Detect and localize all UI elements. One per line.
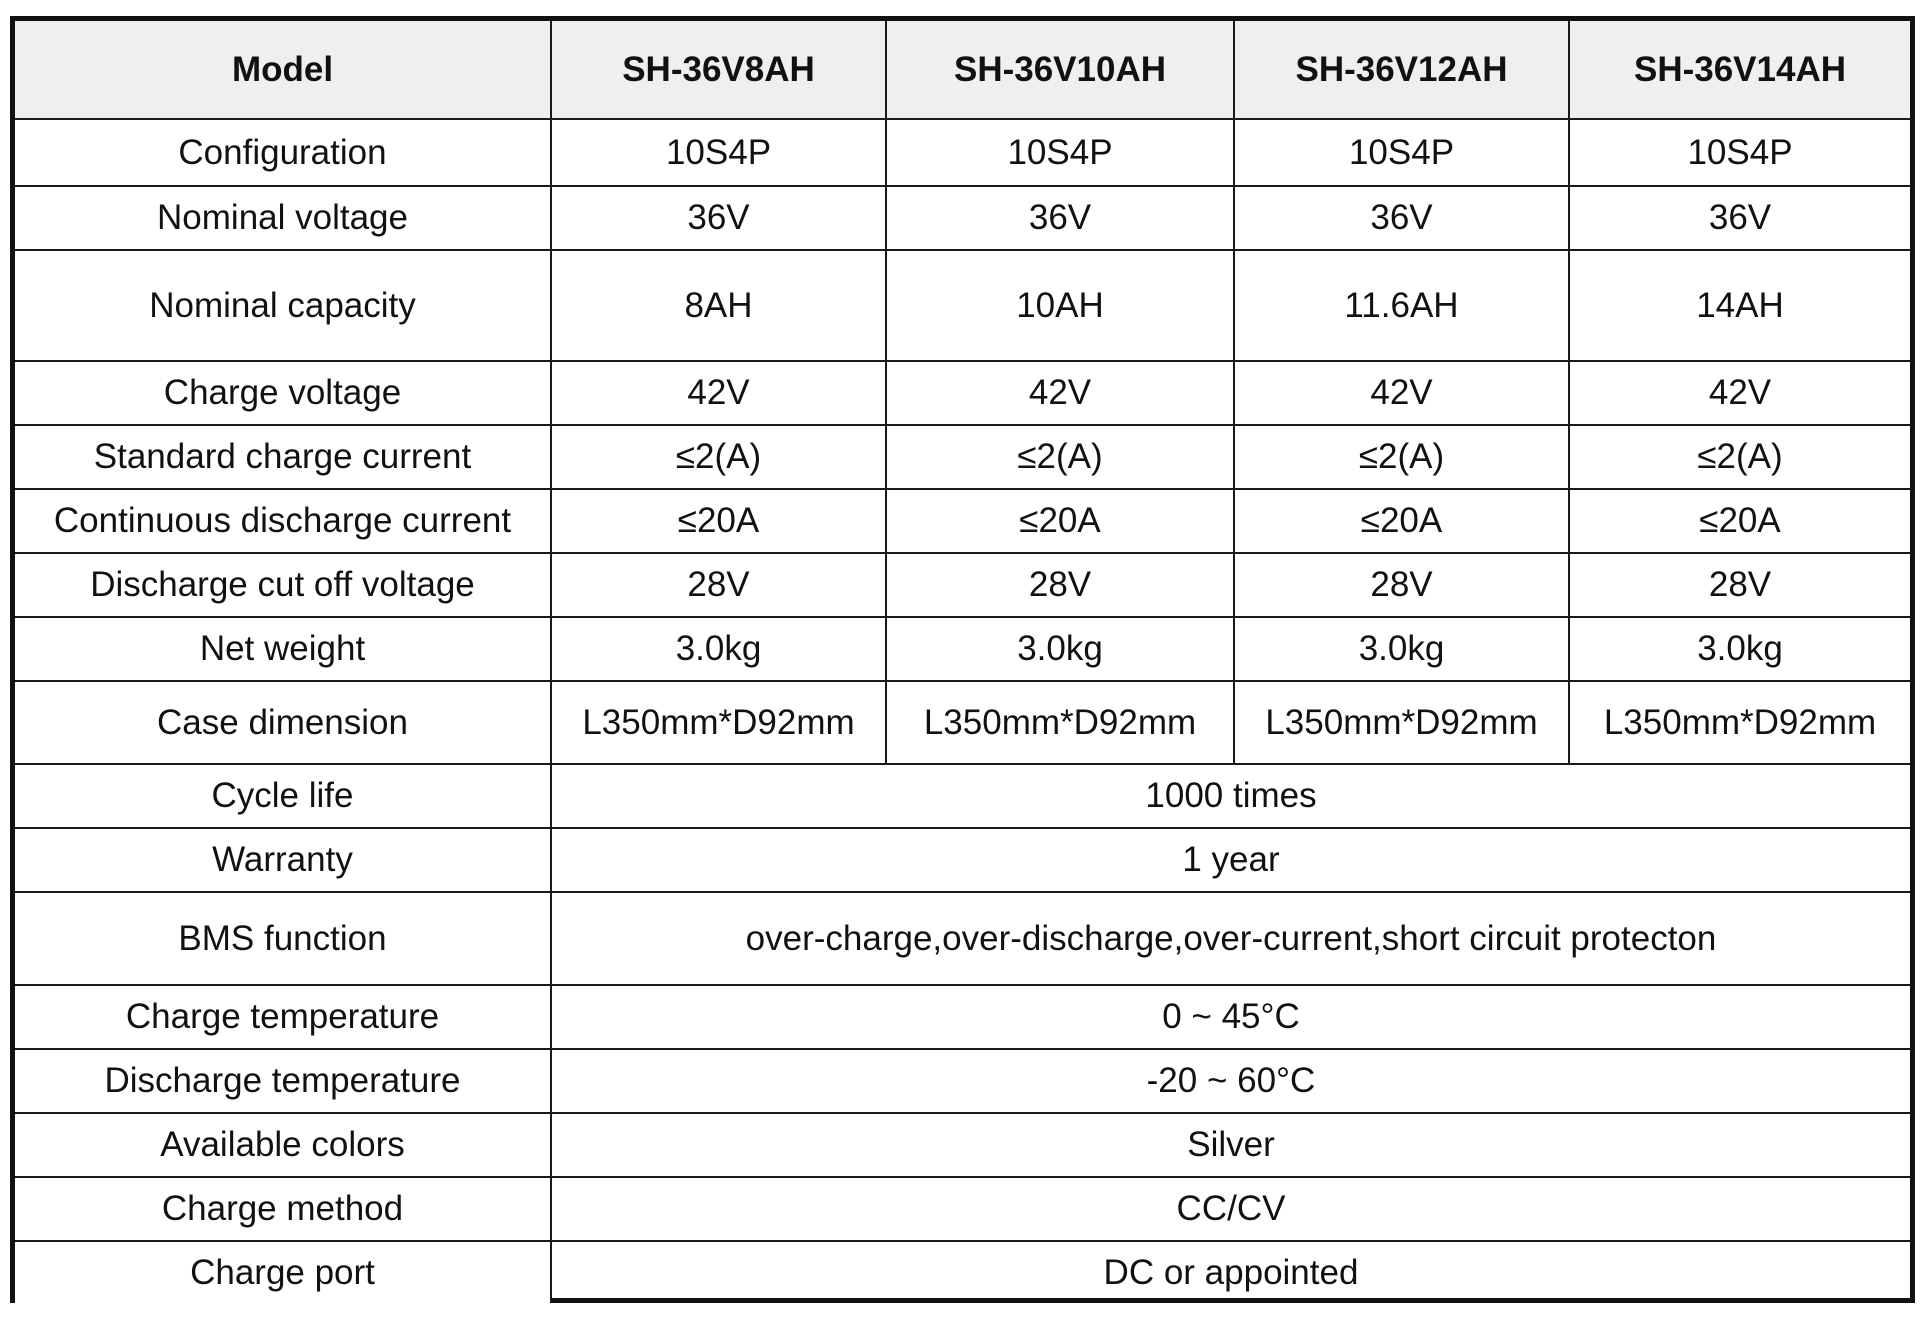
table-cell: ≤2(A) (1234, 425, 1569, 489)
table-row (15, 1177, 1910, 1241)
table-row (15, 1113, 1910, 1177)
spec-sheet (10, 16, 1915, 1303)
table-cell: 10S4P (1569, 119, 1910, 186)
merged-cell: DC or appointed (551, 1241, 1910, 1303)
merged-cell: CC/CV (551, 1177, 1910, 1241)
table-row (15, 892, 1910, 985)
row-label: Available colors (15, 1113, 551, 1177)
table-row (15, 361, 1910, 425)
table-row (15, 1049, 1910, 1113)
table-row (15, 828, 1910, 892)
merged-cell: 1 year (551, 828, 1910, 892)
model-column-header: SH-36V10AH (886, 21, 1234, 119)
table-cell: 28V (551, 553, 886, 617)
merged-cell: over-charge,over-discharge,over-current,short circuit protecton (551, 892, 1910, 985)
table-cell: 10S4P (551, 119, 886, 186)
row-label: Nominal capacity (15, 250, 551, 361)
table-cell: ≤20A (1234, 489, 1569, 553)
merged-cell: 0 ~ 45°C (551, 985, 1910, 1049)
row-label: Cycle life (15, 764, 551, 828)
table-cell: 42V (1234, 361, 1569, 425)
row-label: Nominal voltage (15, 186, 551, 250)
table-cell: 11.6AH (1234, 250, 1569, 361)
row-label: Standard charge current (15, 425, 551, 489)
table-row (15, 553, 1910, 617)
table-row (15, 119, 1910, 186)
table-cell: L350mm*D92mm (551, 681, 886, 764)
table-cell: 10AH (886, 250, 1234, 361)
table-row (15, 186, 1910, 250)
table-cell: 42V (886, 361, 1234, 425)
row-label: Discharge temperature (15, 1049, 551, 1113)
table-cell: 14AH (1569, 250, 1910, 361)
table-cell: 28V (1569, 553, 1910, 617)
table-cell: L350mm*D92mm (1569, 681, 1910, 764)
row-label: BMS function (15, 892, 551, 985)
table-cell: ≤2(A) (551, 425, 886, 489)
table-row (15, 617, 1910, 681)
row-label: Net weight (15, 617, 551, 681)
table-cell: 3.0kg (886, 617, 1234, 681)
merged-cell: Silver (551, 1113, 1910, 1177)
table-row (15, 425, 1910, 489)
header-label: Model (15, 21, 551, 119)
merged-cell: 1000 times (551, 764, 1910, 828)
model-column-header: SH-36V12AH (1234, 21, 1569, 119)
table-row (15, 764, 1910, 828)
row-label: Case dimension (15, 681, 551, 764)
table-cell: 3.0kg (1569, 617, 1910, 681)
table-cell: L350mm*D92mm (886, 681, 1234, 764)
battery-spec-table (15, 21, 1910, 1303)
table-cell: 42V (551, 361, 886, 425)
table-cell: 36V (886, 186, 1234, 250)
table-cell: ≤2(A) (1569, 425, 1910, 489)
table-cell: 8AH (551, 250, 886, 361)
table-row (15, 681, 1910, 764)
table-cell: ≤20A (886, 489, 1234, 553)
table-cell: L350mm*D92mm (1234, 681, 1569, 764)
table-cell: 10S4P (886, 119, 1234, 186)
table-cell: ≤2(A) (886, 425, 1234, 489)
header-row (15, 21, 1910, 119)
table-row (15, 985, 1910, 1049)
row-label: Charge temperature (15, 985, 551, 1049)
row-label: Continuous discharge current (15, 489, 551, 553)
table-row (15, 250, 1910, 361)
model-column-header: SH-36V8AH (551, 21, 886, 119)
table-cell: ≤20A (1569, 489, 1910, 553)
table-cell: 3.0kg (551, 617, 886, 681)
table-cell: 28V (886, 553, 1234, 617)
table-cell: 42V (1569, 361, 1910, 425)
table-cell: 3.0kg (1234, 617, 1569, 681)
table-cell: 36V (1569, 186, 1910, 250)
merged-cell: -20 ~ 60°C (551, 1049, 1910, 1113)
row-label: Charge port (15, 1241, 551, 1303)
row-label: Warranty (15, 828, 551, 892)
row-label: Discharge cut off voltage (15, 553, 551, 617)
table-row (15, 489, 1910, 553)
table-cell: ≤20A (551, 489, 886, 553)
table-cell: 36V (551, 186, 886, 250)
table-cell: 28V (1234, 553, 1569, 617)
row-label: Charge method (15, 1177, 551, 1241)
table-cell: 36V (1234, 186, 1569, 250)
table-cell: 10S4P (1234, 119, 1569, 186)
row-label: Configuration (15, 119, 551, 186)
table-row (15, 1241, 1910, 1303)
model-column-header: SH-36V14AH (1569, 21, 1910, 119)
row-label: Charge voltage (15, 361, 551, 425)
